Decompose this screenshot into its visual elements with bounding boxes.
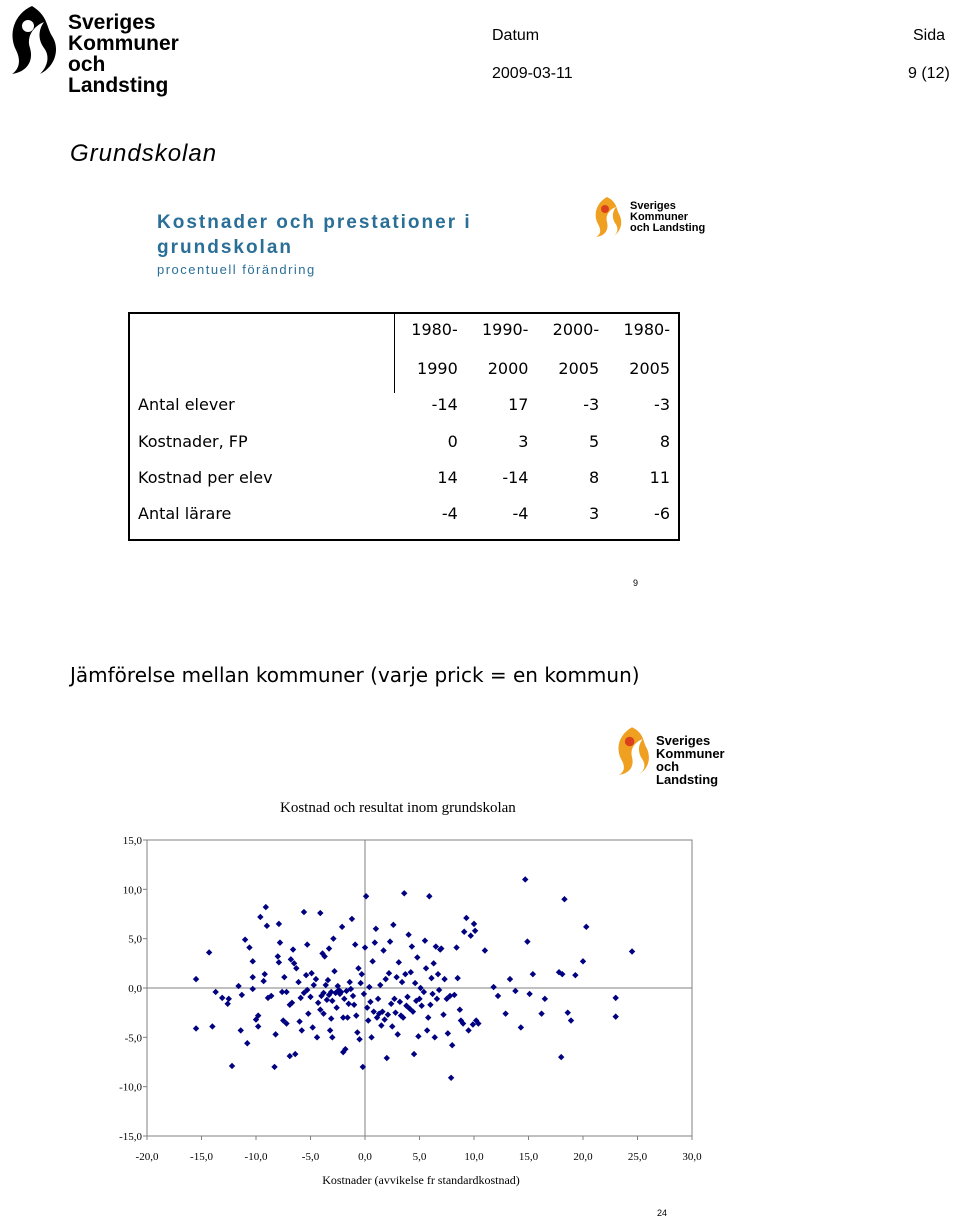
data-point	[580, 958, 586, 964]
data-point	[309, 1024, 315, 1030]
data-point	[250, 974, 256, 980]
data-point	[331, 968, 337, 974]
header-cell: 2005	[629, 359, 670, 379]
table-cell: -14	[502, 467, 529, 487]
data-point	[368, 1034, 374, 1040]
data-point	[295, 979, 301, 985]
data-point	[313, 976, 319, 982]
data-point	[361, 991, 367, 997]
data-point	[375, 996, 381, 1002]
y-tick-label: 5,0	[128, 933, 142, 946]
data-point	[371, 1008, 377, 1014]
data-point	[349, 916, 355, 922]
logo-emblem-icon	[614, 726, 650, 776]
data-point	[428, 975, 434, 981]
row-label: Antal elever	[138, 395, 235, 415]
data-point	[317, 910, 323, 916]
x-tick-label: 5,0	[412, 1151, 427, 1163]
data-point	[572, 972, 578, 978]
y-tick-label: -5,0	[124, 1032, 142, 1045]
table-cell: 8	[588, 467, 600, 487]
data-point	[276, 959, 282, 965]
table-cell: -14	[431, 395, 458, 415]
data-point	[388, 1001, 394, 1007]
y-tick-label: 15,0	[122, 835, 142, 847]
data-point	[401, 890, 407, 896]
data-point	[262, 971, 268, 977]
data-point	[219, 995, 225, 1001]
data-point	[366, 984, 372, 990]
data-point	[299, 1027, 305, 1033]
page-label: Sida	[913, 27, 946, 44]
data-point	[305, 1010, 311, 1016]
data-point	[384, 1055, 390, 1061]
x-tick-label: -20,0	[135, 1151, 159, 1163]
header-cell: 2005	[558, 359, 600, 379]
header-cell: 2000	[487, 359, 529, 379]
data-point	[292, 1051, 298, 1057]
data-point	[415, 1033, 421, 1039]
data-point	[402, 971, 408, 977]
slide1-heading	[157, 210, 557, 277]
table-cell: 5	[588, 431, 600, 451]
slide1-number: 9	[633, 578, 639, 588]
slide1-logo	[592, 196, 712, 240]
data-point	[461, 929, 467, 935]
data-point	[255, 1023, 261, 1029]
data-point	[471, 921, 477, 927]
data-point	[391, 996, 397, 1002]
slide2-title: Jämförelse mellan kommuner (varje prick = en kommun)	[70, 663, 640, 687]
data-point	[308, 970, 314, 976]
y-tick-label: -15,0	[119, 1131, 142, 1143]
table-cell: -4	[512, 504, 529, 524]
data-point	[339, 924, 345, 930]
data-point	[350, 993, 356, 999]
data-point	[326, 945, 332, 951]
org-name-line1: Sveriges	[68, 11, 156, 34]
data-point	[314, 1034, 320, 1040]
data-point	[434, 996, 440, 1002]
x-tick-label: 25,0	[627, 1151, 648, 1163]
row-label: Kostnader, FP	[138, 431, 248, 451]
y-tick-label: -10,0	[119, 1081, 142, 1094]
x-tick-label: -15,0	[190, 1151, 213, 1163]
data-point	[381, 1016, 387, 1022]
data-point	[242, 936, 248, 942]
data-point	[392, 1009, 398, 1015]
table-cell: -3	[583, 395, 600, 415]
data-point	[367, 999, 373, 1005]
table-row	[129, 502, 679, 540]
slide1-logo-line3: och Landsting	[630, 222, 706, 234]
x-axis-label: Kostnader (avvikelse fr standardkostnad)	[322, 1173, 520, 1187]
data-point	[404, 994, 410, 1000]
data-point	[412, 980, 418, 986]
data-point	[613, 995, 619, 1001]
page-value: 9 (12)	[908, 65, 950, 82]
data-point	[495, 993, 501, 999]
scatter-chart	[0, 830, 960, 1190]
data-point	[352, 941, 358, 947]
data-point	[468, 933, 474, 939]
data-point	[583, 924, 589, 930]
x-tick-label: 30,0	[682, 1151, 702, 1163]
data-point	[565, 1009, 571, 1015]
data-point	[271, 1064, 277, 1070]
section-title: Grundskolan	[70, 140, 218, 167]
date-value: 2009-03-11	[492, 65, 573, 82]
header-cell: 2000-	[552, 320, 600, 339]
data-point	[393, 974, 399, 980]
data-point	[212, 989, 218, 995]
data-point	[409, 943, 415, 949]
table-cell: 11	[649, 467, 670, 487]
change-table	[128, 312, 680, 541]
data-point	[418, 1003, 424, 1009]
x-tick-label: 15,0	[518, 1151, 539, 1163]
data-point	[329, 998, 335, 1004]
data-point	[383, 976, 389, 982]
data-point	[568, 1017, 574, 1023]
date-label: Datum	[492, 27, 540, 44]
x-tick-label: 0,0	[358, 1151, 372, 1163]
data-point	[281, 974, 287, 980]
data-point	[395, 1031, 401, 1037]
data-point	[357, 980, 363, 986]
header-cell: 1980-	[411, 320, 458, 339]
data-point	[387, 938, 393, 944]
data-point	[250, 958, 256, 964]
data-point	[465, 1027, 471, 1033]
data-point	[359, 971, 365, 977]
data-point	[558, 1054, 564, 1060]
data-point	[333, 1005, 339, 1011]
data-point	[526, 991, 532, 997]
org-logo	[4, 4, 184, 97]
data-point	[380, 947, 386, 953]
data-point	[362, 944, 368, 950]
slide2-logo	[614, 726, 744, 787]
data-point	[301, 909, 307, 915]
table-cell: -3	[654, 395, 670, 415]
slide2-logo-line3: och Landsting	[656, 759, 719, 787]
table-corner	[129, 313, 395, 393]
data-point	[430, 960, 436, 966]
x-tick-label: -5,0	[301, 1151, 320, 1163]
data-point	[315, 1000, 321, 1006]
data-point	[351, 1002, 357, 1008]
data-point	[372, 939, 378, 945]
table-cell: -6	[654, 504, 670, 524]
table-cell: 3	[518, 431, 529, 451]
data-point	[389, 1023, 395, 1029]
chart-title: Kostnad och resultat inom grundskolan	[280, 800, 516, 816]
data-point	[341, 996, 347, 1002]
data-point	[283, 989, 289, 995]
data-point	[193, 1025, 199, 1031]
table-row	[129, 393, 679, 429]
table-cell: 3	[588, 504, 600, 524]
data-point	[193, 976, 199, 982]
data-point	[422, 937, 428, 943]
table-cell: -4	[441, 504, 458, 524]
x-tick-label: 20,0	[573, 1151, 593, 1163]
data-point	[226, 996, 232, 1002]
data-point	[277, 939, 283, 945]
data-point	[363, 893, 369, 899]
data-point	[250, 986, 256, 992]
data-point	[246, 944, 252, 950]
data-point	[229, 1063, 235, 1069]
data-point	[272, 1031, 278, 1037]
data-point	[490, 984, 496, 990]
data-point	[378, 1022, 384, 1028]
data-point	[244, 1040, 250, 1046]
data-point	[303, 972, 309, 978]
y-tick-label: 10,0	[122, 884, 142, 897]
data-point	[355, 965, 361, 971]
data-point	[542, 996, 548, 1002]
data-point	[396, 959, 402, 965]
data-point	[365, 1017, 371, 1023]
data-point	[377, 982, 383, 988]
data-point	[257, 914, 263, 920]
data-point	[530, 971, 536, 977]
data-point	[472, 928, 478, 934]
data-point	[373, 926, 379, 932]
data-point	[405, 932, 411, 938]
data-point	[224, 1001, 230, 1007]
org-name-line2: Kommuner	[68, 32, 179, 55]
table-cell: 17	[508, 395, 529, 415]
header-cell: 1990	[417, 359, 458, 379]
table-cell: 8	[659, 431, 670, 451]
data-point	[429, 991, 435, 997]
data-point	[260, 978, 266, 984]
data-point	[482, 947, 488, 953]
data-point	[311, 982, 317, 988]
data-point	[432, 1034, 438, 1040]
data-point	[329, 1034, 335, 1040]
y-tick-label: 0,0	[128, 983, 142, 995]
table-header-row-top	[129, 313, 679, 357]
data-point	[209, 1023, 215, 1029]
data-point	[354, 1029, 360, 1035]
data-point	[206, 949, 212, 955]
row-label: Antal lärare	[138, 504, 232, 524]
data-point	[424, 1027, 430, 1033]
data-point	[345, 1001, 351, 1007]
data-point	[448, 1075, 454, 1081]
data-point	[411, 1051, 417, 1057]
slide1-title-line2: grundskolan	[157, 237, 294, 258]
data-point	[463, 915, 469, 921]
data-point	[454, 975, 460, 981]
header-cell: 1980-	[623, 320, 670, 339]
slide2-logo-line2: Kommuner	[656, 746, 725, 761]
data-point	[426, 893, 432, 899]
data-point	[425, 1014, 431, 1020]
data-point	[275, 953, 281, 959]
org-name-line3: och Landsting	[68, 53, 169, 97]
data-point	[440, 1011, 446, 1017]
data-point	[629, 948, 635, 954]
data-point	[264, 923, 270, 929]
data-point	[296, 1018, 302, 1024]
data-point	[512, 988, 518, 994]
table-row	[129, 430, 679, 466]
data-point	[327, 1027, 333, 1033]
data-point	[276, 921, 282, 927]
table-cell: 0	[447, 431, 458, 451]
slide2-logo-line1: Sveriges	[656, 733, 711, 748]
table-row	[129, 466, 679, 502]
data-point	[524, 938, 530, 944]
slide2-number: 24	[657, 1208, 668, 1218]
data-point	[561, 896, 567, 902]
data-point	[290, 946, 296, 952]
data-point	[304, 941, 310, 947]
data-point	[441, 976, 447, 982]
data-point	[502, 1010, 508, 1016]
data-point	[613, 1013, 619, 1019]
slide1-logo-line2: Kommuner	[630, 211, 689, 223]
data-point	[263, 904, 269, 910]
row-label: Kostnad per elev	[138, 467, 273, 487]
data-point	[423, 965, 429, 971]
slide1-title-line1: Kostnader och prestationer i	[157, 212, 472, 233]
data-point	[507, 976, 513, 982]
data-point	[356, 1036, 362, 1042]
data-point	[390, 922, 396, 928]
slide1-logo-line1: Sveriges	[630, 200, 676, 212]
header-cell: 1990-	[481, 320, 529, 339]
data-point	[239, 992, 245, 998]
data-point	[435, 971, 441, 977]
data-point	[399, 979, 405, 985]
data-point	[369, 958, 375, 964]
data-point	[427, 1002, 433, 1008]
x-tick-label: 10,0	[464, 1151, 484, 1163]
data-point	[353, 1012, 359, 1018]
data-point	[451, 992, 457, 998]
data-point	[397, 999, 403, 1005]
data-point	[328, 1015, 334, 1021]
data-point	[522, 876, 528, 882]
table-cell: 14	[437, 467, 458, 487]
x-tick-label: -10,0	[244, 1151, 268, 1163]
data-point	[238, 1027, 244, 1033]
data-point	[307, 994, 313, 1000]
logo-emblem-icon	[4, 4, 60, 76]
data-point	[449, 1042, 455, 1048]
data-point	[518, 1024, 524, 1030]
data-point	[330, 935, 336, 941]
data-point	[385, 1011, 391, 1017]
logo-emblem-icon	[592, 196, 622, 238]
data-point	[297, 995, 303, 1001]
data-point	[457, 1007, 463, 1013]
data-point	[414, 954, 420, 960]
data-point	[538, 1010, 544, 1016]
data-point	[287, 1053, 293, 1059]
slide1-subtitle: procentuell förändring	[157, 262, 316, 277]
data-point	[344, 1014, 350, 1020]
data-point	[453, 944, 459, 950]
data-point	[347, 979, 353, 985]
data-point	[386, 970, 392, 976]
chart-points	[193, 876, 635, 1081]
data-point	[445, 1030, 451, 1036]
data-point	[408, 969, 414, 975]
